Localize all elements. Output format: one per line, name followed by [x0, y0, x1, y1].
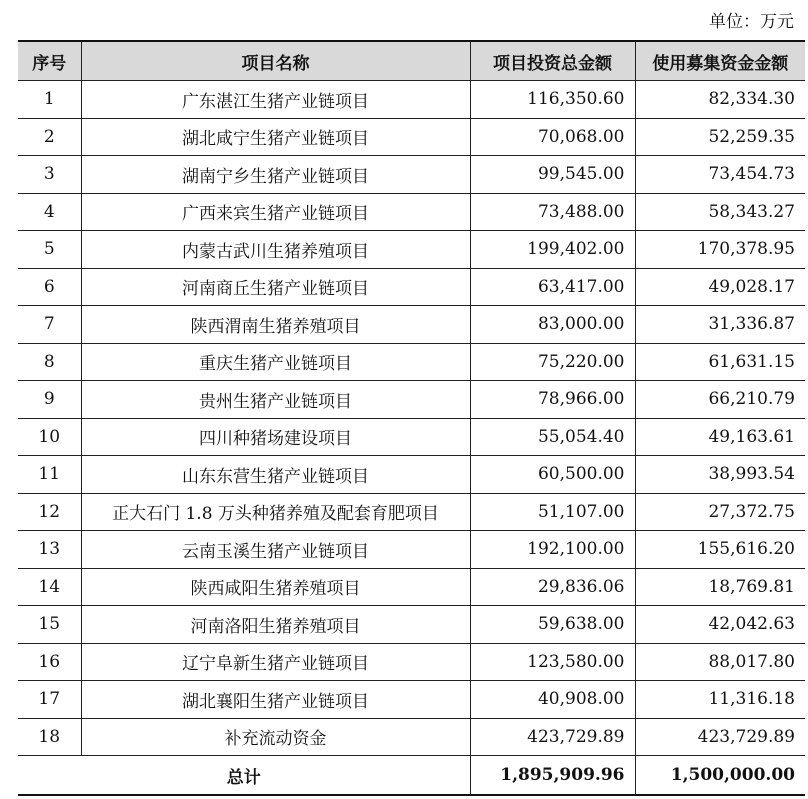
table-row	[18, 231, 805, 269]
table-row	[18, 718, 805, 756]
row-seq: 5	[18, 231, 81, 269]
table-row	[18, 306, 805, 344]
raised-funds-sum: 1,500,000.00	[635, 756, 805, 796]
row-total-investment: 40,908.00	[470, 681, 635, 719]
row-seq: 9	[18, 381, 81, 419]
table-row	[18, 343, 805, 381]
row-seq: 17	[18, 681, 81, 719]
header-raised-funds: 使用募集资金金额	[635, 41, 805, 81]
investment-table	[18, 40, 805, 796]
table-row	[18, 531, 805, 569]
header-seq: 序号	[18, 41, 81, 81]
row-seq: 7	[18, 306, 81, 344]
header-project-name: 项目名称	[81, 41, 470, 81]
row-raised-funds: 88,017.80	[635, 643, 805, 681]
row-total-investment: 29,836.06	[470, 568, 635, 606]
row-project-name: 河南洛阳生猪养殖项目	[81, 606, 470, 644]
row-project-name: 广东湛江生猪产业链项目	[81, 81, 470, 119]
row-total-investment: 73,488.00	[470, 193, 635, 231]
row-seq: 18	[18, 718, 81, 756]
table-header-row	[18, 41, 805, 81]
row-seq: 6	[18, 268, 81, 306]
row-raised-funds: 31,336.87	[635, 306, 805, 344]
row-raised-funds: 155,616.20	[635, 531, 805, 569]
row-project-name: 正大石门 1.8 万头种猪养殖及配套育肥项目	[81, 493, 470, 531]
table-row	[18, 193, 805, 231]
row-raised-funds: 11,316.18	[635, 681, 805, 719]
row-project-name: 内蒙古武川生猪养殖项目	[81, 231, 470, 269]
row-seq: 3	[18, 156, 81, 194]
row-raised-funds: 170,378.95	[635, 231, 805, 269]
row-raised-funds: 423,729.89	[635, 718, 805, 756]
table-row	[18, 418, 805, 456]
row-total-investment: 75,220.00	[470, 343, 635, 381]
row-raised-funds: 38,993.54	[635, 456, 805, 494]
row-project-name: 湖南宁乡生猪产业链项目	[81, 156, 470, 194]
row-raised-funds: 27,372.75	[635, 493, 805, 531]
row-total-investment: 123,580.00	[470, 643, 635, 681]
table-row	[18, 156, 805, 194]
table-row	[18, 606, 805, 644]
row-project-name: 湖北襄阳生猪产业链项目	[81, 681, 470, 719]
table-row	[18, 568, 805, 606]
row-seq: 10	[18, 418, 81, 456]
row-seq: 11	[18, 456, 81, 494]
row-total-investment: 70,068.00	[470, 118, 635, 156]
table-row	[18, 681, 805, 719]
row-project-name: 四川种猪场建设项目	[81, 418, 470, 456]
table-row	[18, 381, 805, 419]
row-project-name: 重庆生猪产业链项目	[81, 343, 470, 381]
total-investment-sum: 1,895,909.96	[470, 756, 635, 796]
row-seq: 4	[18, 193, 81, 231]
row-raised-funds: 66,210.79	[635, 381, 805, 419]
row-raised-funds: 42,042.63	[635, 606, 805, 644]
row-total-investment: 99,545.00	[470, 156, 635, 194]
row-seq: 16	[18, 643, 81, 681]
table-row	[18, 643, 805, 681]
row-seq: 8	[18, 343, 81, 381]
row-project-name: 山东东营生猪产业链项目	[81, 456, 470, 494]
row-project-name: 广西来宾生猪产业链项目	[81, 193, 470, 231]
row-project-name: 陕西渭南生猪养殖项目	[81, 306, 470, 344]
row-seq: 15	[18, 606, 81, 644]
unit-label: 单位：万元	[709, 12, 794, 32]
row-project-name: 湖北咸宁生猪产业链项目	[81, 118, 470, 156]
row-total-investment: 60,500.00	[470, 456, 635, 494]
table-row	[18, 268, 805, 306]
row-total-investment: 116,350.60	[470, 81, 635, 119]
total-label: 总计	[18, 756, 470, 796]
row-project-name: 陕西咸阳生猪养殖项目	[81, 568, 470, 606]
row-project-name: 辽宁阜新生猪产业链项目	[81, 643, 470, 681]
row-raised-funds: 73,454.73	[635, 156, 805, 194]
row-raised-funds: 49,028.17	[635, 268, 805, 306]
row-seq: 1	[18, 81, 81, 119]
row-raised-funds: 52,259.35	[635, 118, 805, 156]
row-seq: 14	[18, 568, 81, 606]
table-row	[18, 81, 805, 119]
row-project-name: 河南商丘生猪产业链项目	[81, 268, 470, 306]
row-total-investment: 63,417.00	[470, 268, 635, 306]
row-total-investment: 192,100.00	[470, 531, 635, 569]
row-total-investment: 78,966.00	[470, 381, 635, 419]
row-project-name: 补充流动资金	[81, 718, 470, 756]
row-raised-funds: 18,769.81	[635, 568, 805, 606]
row-raised-funds: 82,334.30	[635, 81, 805, 119]
row-total-investment: 83,000.00	[470, 306, 635, 344]
row-seq: 12	[18, 493, 81, 531]
row-raised-funds: 49,163.61	[635, 418, 805, 456]
table-row	[18, 118, 805, 156]
row-total-investment: 199,402.00	[470, 231, 635, 269]
row-raised-funds: 58,343.27	[635, 193, 805, 231]
total-row	[18, 756, 805, 796]
row-total-investment: 55,054.40	[470, 418, 635, 456]
table-row	[18, 456, 805, 494]
row-project-name: 云南玉溪生猪产业链项目	[81, 531, 470, 569]
table-row	[18, 493, 805, 531]
row-raised-funds: 61,631.15	[635, 343, 805, 381]
row-seq: 2	[18, 118, 81, 156]
row-project-name: 贵州生猪产业链项目	[81, 381, 470, 419]
row-total-investment: 51,107.00	[470, 493, 635, 531]
table-body	[18, 81, 805, 756]
row-total-investment: 59,638.00	[470, 606, 635, 644]
row-total-investment: 423,729.89	[470, 718, 635, 756]
row-seq: 13	[18, 531, 81, 569]
header-total-investment: 项目投资总金额	[470, 41, 635, 81]
